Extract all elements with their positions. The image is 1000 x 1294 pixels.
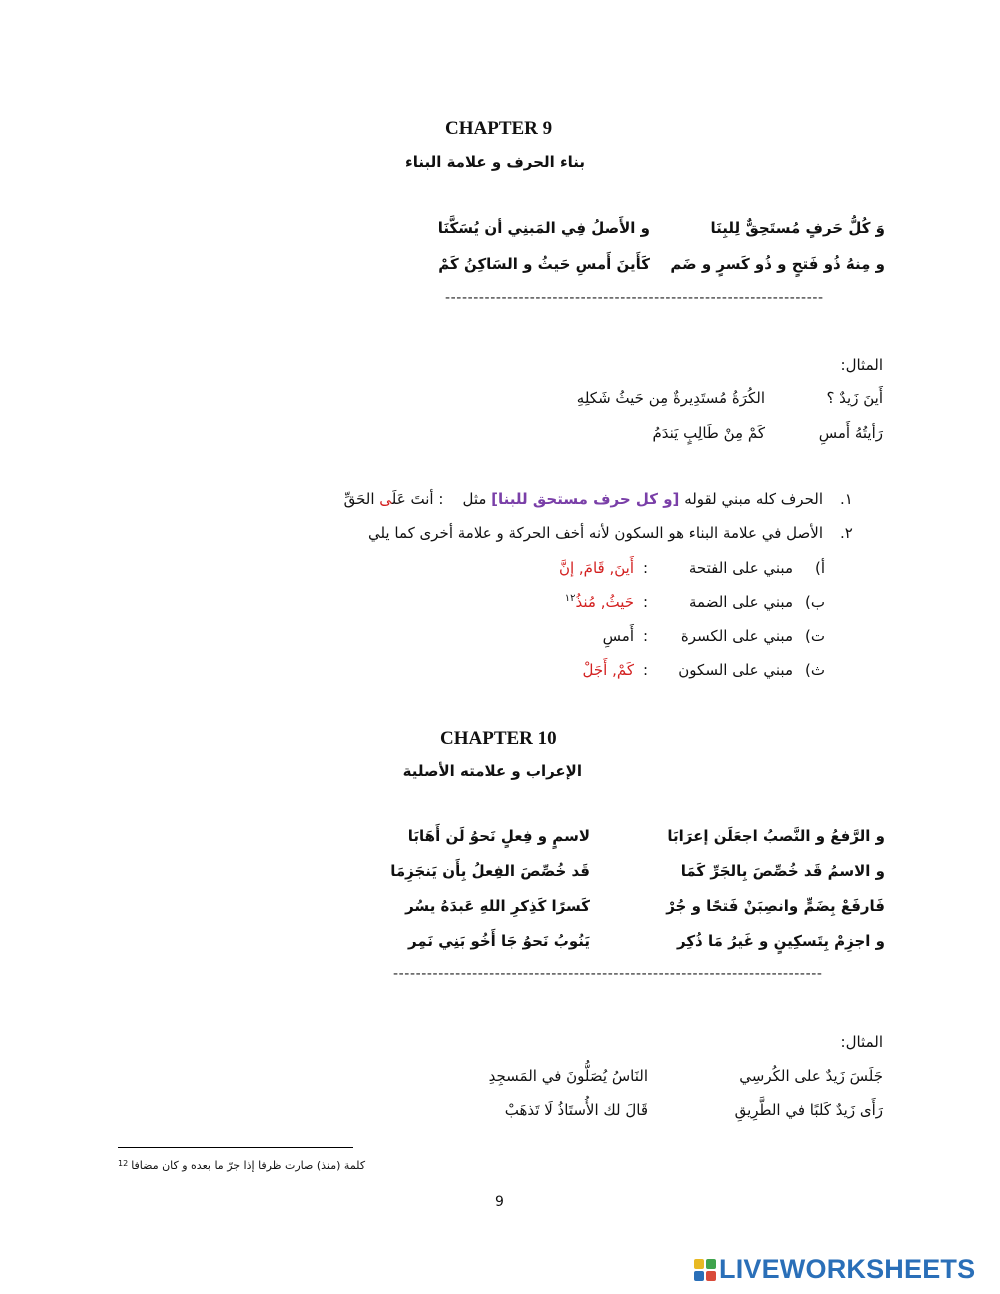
rule1-mid: مثل bbox=[462, 490, 487, 508]
footnote-divider bbox=[118, 1147, 353, 1148]
subrule-d-letter: ث) bbox=[805, 661, 825, 679]
rule2-text: الأصل في علامة البناء هو السكون لأنه أخف الحركة و علامة أخرى كما يلي bbox=[367, 524, 823, 542]
subrule-a-colon: : bbox=[642, 559, 648, 577]
subrule-b-example-text: حَيثُ, مُنذُ bbox=[575, 593, 634, 611]
footnote bbox=[118, 1159, 365, 1172]
ch10-verse1-first: و الرَّفعُ و النَّصبُ اجعَلَن إعرَابَا bbox=[667, 827, 885, 845]
ch10-verse1-second: لاسمٍ و فِعلٍ نَحوُ لَن أَهَابَا bbox=[407, 827, 590, 845]
subrule-b-letter: ب) bbox=[805, 593, 825, 611]
chapter9-title: بناء الحرف و علامة البناء bbox=[405, 153, 585, 171]
rule1-number: .١ bbox=[840, 490, 853, 508]
chapter10-heading: CHAPTER 10 bbox=[440, 728, 557, 749]
footnote-number: 12 bbox=[118, 1159, 129, 1168]
subrule-c-example: أَمسِ bbox=[602, 627, 634, 645]
ch10-example-label: المثال: bbox=[840, 1033, 883, 1051]
rule1-example-b: ى bbox=[379, 490, 392, 508]
rule2-number: .٢ bbox=[840, 524, 853, 542]
subrule-a-example: أَينَ, قَامَ, إنَّ bbox=[558, 559, 634, 577]
chapter9-heading: CHAPTER 9 bbox=[445, 118, 553, 139]
ch9-separator: ------------------------------------------------------------------- bbox=[445, 290, 824, 306]
ch9-example-label: المثال: bbox=[840, 356, 883, 374]
subrule-c-letter: ت) bbox=[805, 627, 825, 645]
subrule-c-colon: : bbox=[642, 627, 648, 645]
rule1-main: الحرف كله مبني لقوله bbox=[684, 490, 823, 508]
subrule-a-letter: أ) bbox=[814, 559, 825, 577]
subrule-c-label: مبني على الكسرة bbox=[680, 627, 793, 645]
rule1-text bbox=[344, 490, 823, 508]
rule1-quote: [و كل حرف مستحق للبنا] bbox=[491, 490, 680, 508]
footnote-ref: ١٢ bbox=[564, 593, 576, 604]
ch10-verse3-first: فَارفَعْ بِضَمٍّ وانصِبَنْ فَتحًا و جُرْ bbox=[666, 897, 885, 915]
ch9-example2-right: رَأيتُهُ أَمسِ bbox=[818, 424, 883, 442]
ch9-example1-left: الكُرَةُ مُستَدِيرةٌ مِن حَيثُ شَكلِهِ bbox=[576, 389, 765, 407]
ch9-verse2-second: كَأَينَ أَمسِ حَيثُ و السَاكِنُ كَمْ bbox=[438, 255, 650, 273]
ch10-verse4-first: و اجزِمْ بِتَسكِينٍ و غَيرُ مَا ذُكِر bbox=[677, 932, 885, 950]
ch10-example2-left: قَالَ لك الأُستَاذُ لَا تَذهَبْ bbox=[504, 1101, 648, 1119]
chapter10-title: الإعراب و علامته الأصلية bbox=[402, 762, 582, 780]
subrule-d-colon: : bbox=[642, 661, 648, 679]
ch10-verse2-second: قَد خُصِّصَ الفِعلُ بِأَن يَنجَزِمَا bbox=[390, 862, 590, 880]
ch10-example1-right: جَلَسَ زَيدٌ على الكُرسِي bbox=[739, 1067, 883, 1085]
page-number: 9 bbox=[495, 1194, 504, 1210]
ch10-separator: ---------------------------------------------------------------------------- bbox=[393, 966, 823, 982]
ch10-verse4-second: يَنُوبُ نَحوُ جَا أَخُو بَنِي نَمِر bbox=[408, 932, 590, 950]
logo-mark-icon bbox=[694, 1259, 716, 1281]
footnote-text: كلمة (منذ) صارت ظرفا إذا جرّ ما بعده و كان مضافا bbox=[131, 1159, 366, 1172]
subrule-d-label: مبني على السكون bbox=[678, 661, 793, 679]
ch9-example1-right: أَينَ زَيدٌ ؟ bbox=[826, 389, 883, 407]
subrule-d-example: كَمْ, أَجَلْ bbox=[582, 661, 634, 679]
ch9-verse1-second: و الأَصلُ فِي المَبنِي أن يُسَكَّنَا bbox=[437, 219, 650, 237]
ch9-verse2-first: و مِنهُ ذُو فَتحٍ و ذُو كَسرٍ و ضَم bbox=[670, 255, 885, 273]
subrule-b-example bbox=[565, 593, 634, 611]
subrule-b-label: مبني على الضمة bbox=[688, 593, 793, 611]
ch9-verse1-first: وَ كُلُّ حَرفٍ مُستَحِقٌّ لِلبِنَا bbox=[710, 219, 885, 237]
liveworksheets-logo bbox=[694, 1254, 975, 1285]
ch10-example2-right: رَأَى زَيدٌ كَلبًا في الطَّرِيقِ bbox=[734, 1101, 883, 1119]
ch10-example1-left: النَاسُ يُصَلُّونَ في المَسجِدِ bbox=[488, 1067, 648, 1085]
brand-name: LIVEWORKSHEETS bbox=[719, 1254, 976, 1284]
rule1-example-a: : أنتَ عَلَ bbox=[391, 490, 444, 508]
rule1-example-c: الحَقِّ bbox=[343, 490, 380, 508]
ch10-verse3-second: كَسرًا كَذِكرِ اللهِ عَبدَهُ يسُر bbox=[405, 897, 590, 915]
subrule-b-colon: : bbox=[642, 593, 648, 611]
ch10-verse2-first: و الاسمُ قَد خُصِّصَ بِالجَرِّ كَمَا bbox=[680, 862, 885, 880]
ch9-example2-left: كَمْ مِنْ طَالِبٍ يَندَمُ bbox=[652, 424, 765, 442]
subrule-a-label: مبني على الفتحة bbox=[688, 559, 793, 577]
